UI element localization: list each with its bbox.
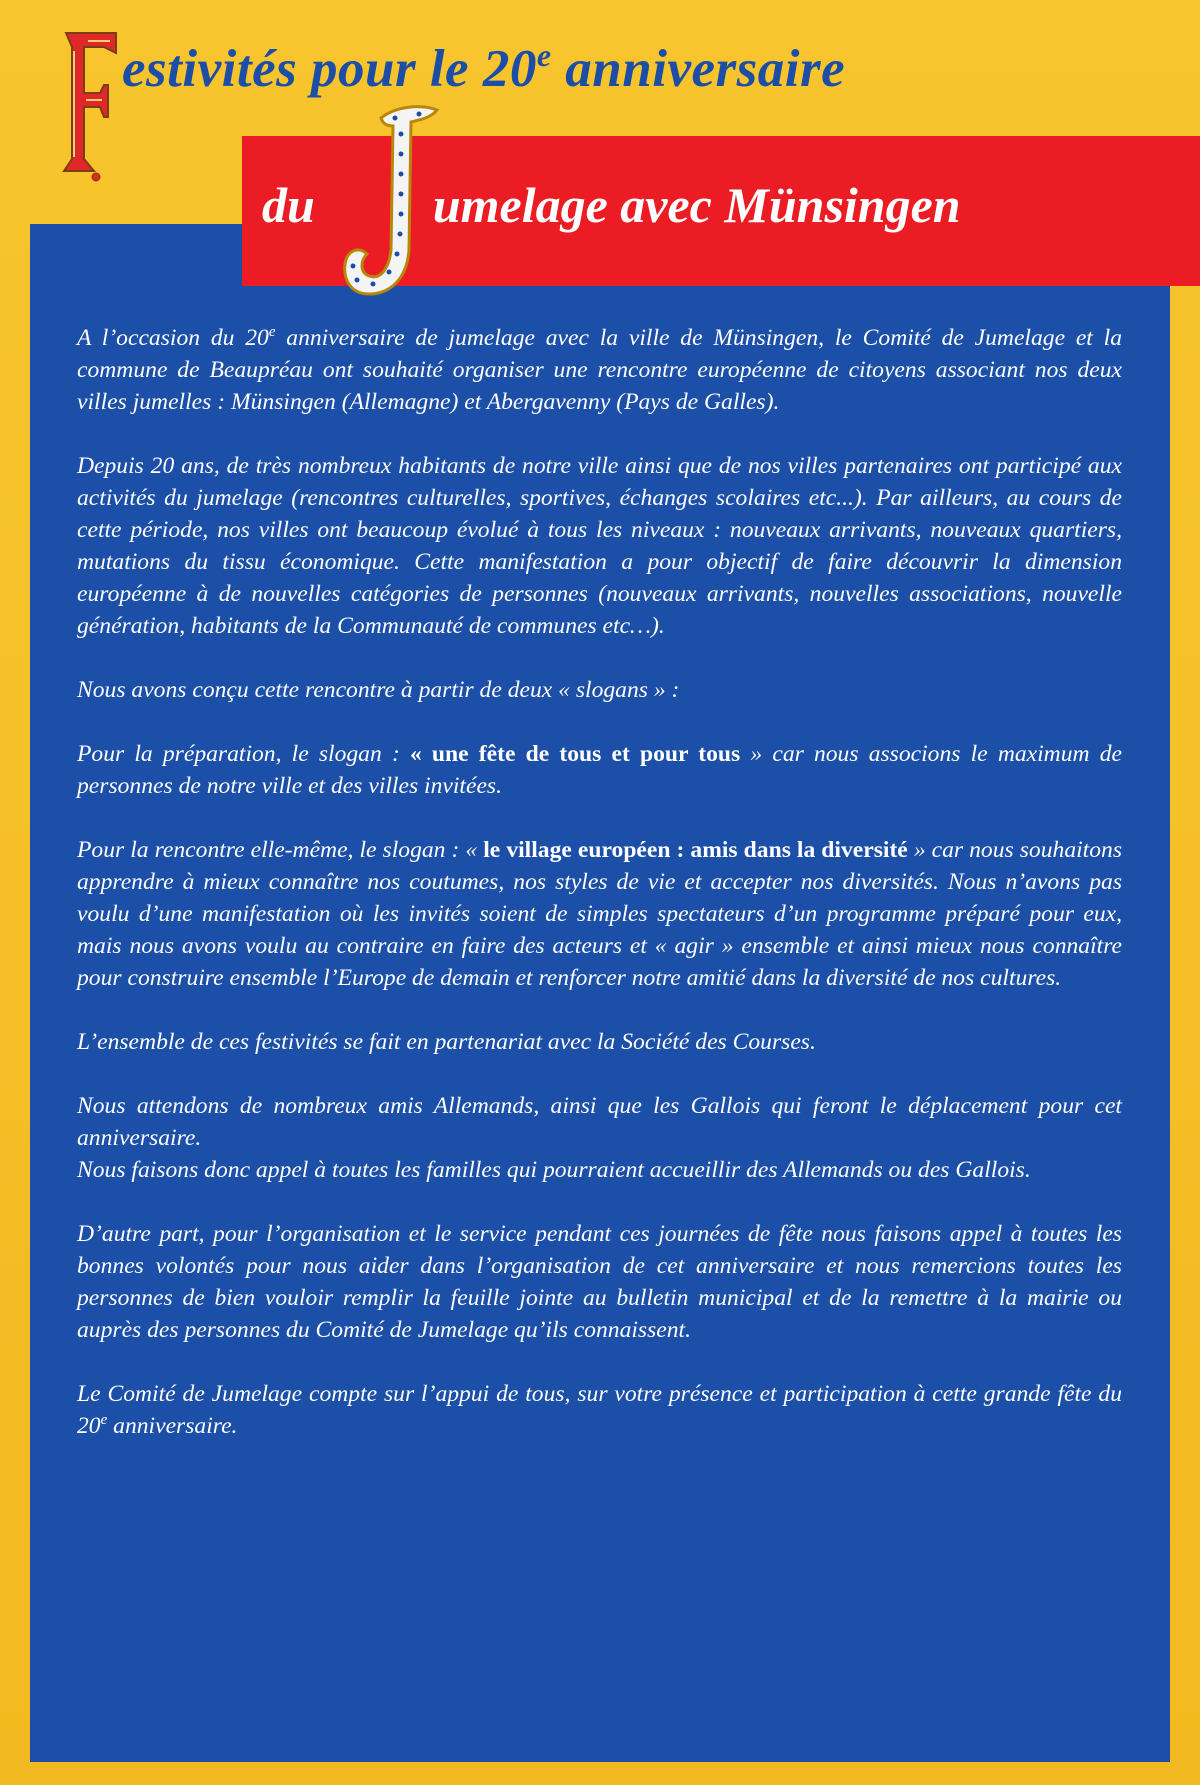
- paragraph-volunteers: D’autre part, pour l’organisation et le service pendant ces journées de fête nous faisons appel à toutes les bonnes volontés pour nous aider dans l’organisation de cet anniversaire et nous remercions toutes les personnes de bien vouloir remplir la feuille jointe au bulletin municipal et de la remettre à la mairie ou auprès des personnes du Comité de Jumelage qu’ils connaissent.: [77, 1221, 1122, 1343]
- paragraph-closing: Le Comité de Jumelage compte sur l’appui de tous, sur votre présence et participation à cette grande fête du 20e anniversaire.: [77, 1381, 1122, 1439]
- paragraph-slogans-intro: Nous avons conçu cette rencontre à partir de deux « slogans » :: [77, 677, 680, 703]
- title-du: du: [262, 177, 315, 233]
- paragraph-host-families: Nous faisons donc appel à toutes les familles qui pourraient accueillir des Allemands ou des Gallois.: [77, 1157, 1031, 1183]
- title-heading-line-1: estivités pour le 20e anniversaire: [122, 37, 846, 98]
- paragraph-intro: A l’occasion du 20e anniversaire de jumelage avec la ville de Münsingen, le Comité de Jumelage et la commune de Beaupréau ont souhaité organiser une rencontre européenne de citoyens associant nos deux villes jumelles : Münsingen (Allemagne) et Abergavenny (Pays de Galles).: [77, 324, 1122, 415]
- slogan-rencontre: le village européen : amis dans la diversité: [483, 837, 908, 863]
- paragraph-slogan-preparation: Pour la préparation, le slogan : « une fête de tous et pour tous » car nous associons le maximum de personnes de notre ville et des villes invitées.: [77, 741, 1122, 799]
- flyer-body-text: [77, 322, 1122, 1474]
- paragraph-history: Depuis 20 ans, de très nombreux habitants de notre ville ainsi que de nos villes partenaires ont participé aux activités du jumelage (rencontres culturelles, sportives, échanges scolaires etc...). Par ailleurs, au cours de cette période, nos villes ont beaucoup évolué à tous les niveaux : nouveaux arrivants, nouveaux quartiers, mutations du tissu économique. Cette manifestation a pour objectif de faire découvrir la dimension européenne à de nouvelles catégories de personnes (nouveaux arrivants, nouvelles associations, nouvelle génération, habitants de la Communauté de communes etc…).: [77, 453, 1122, 639]
- paragraph-guests: Nous attendons de nombreux amis Allemands, ainsi que les Gallois qui feront le déplacement pour cet anniversaire.: [77, 1093, 1122, 1151]
- paragraph-partnership: L’ensemble de ces festivités se fait en partenariat avec la Société des Courses.: [77, 1029, 816, 1055]
- illuminated-letter-j: [341, 100, 441, 300]
- slogan-preparation: « une fête de tous et pour tous: [409, 741, 741, 767]
- illuminated-letter-f: [60, 27, 120, 182]
- paragraph-slogan-rencontre: Pour la rencontre elle-même, le slogan : « le village européen : amis dans la diversité » car nous souhaitons apprendre à mieux connaître nos coutumes, nos styles de vie et accepter nos diversités. Nous n’avons pas voulu d’une manifestation où les invités soient de simples spectateurs d’un programme préparé pour eux, mais nous avons voulu au contraire en faire des acteurs et « agir » ensemble et ainsi mieux nous connaître pour construire ensemble l’Europe de demain et renforcer notre amitié dans la diversité de nos cultures.: [77, 837, 1122, 991]
- title-line-2: [262, 100, 961, 300]
- title-heading-line-2: umelage avec Münsingen: [432, 177, 961, 233]
